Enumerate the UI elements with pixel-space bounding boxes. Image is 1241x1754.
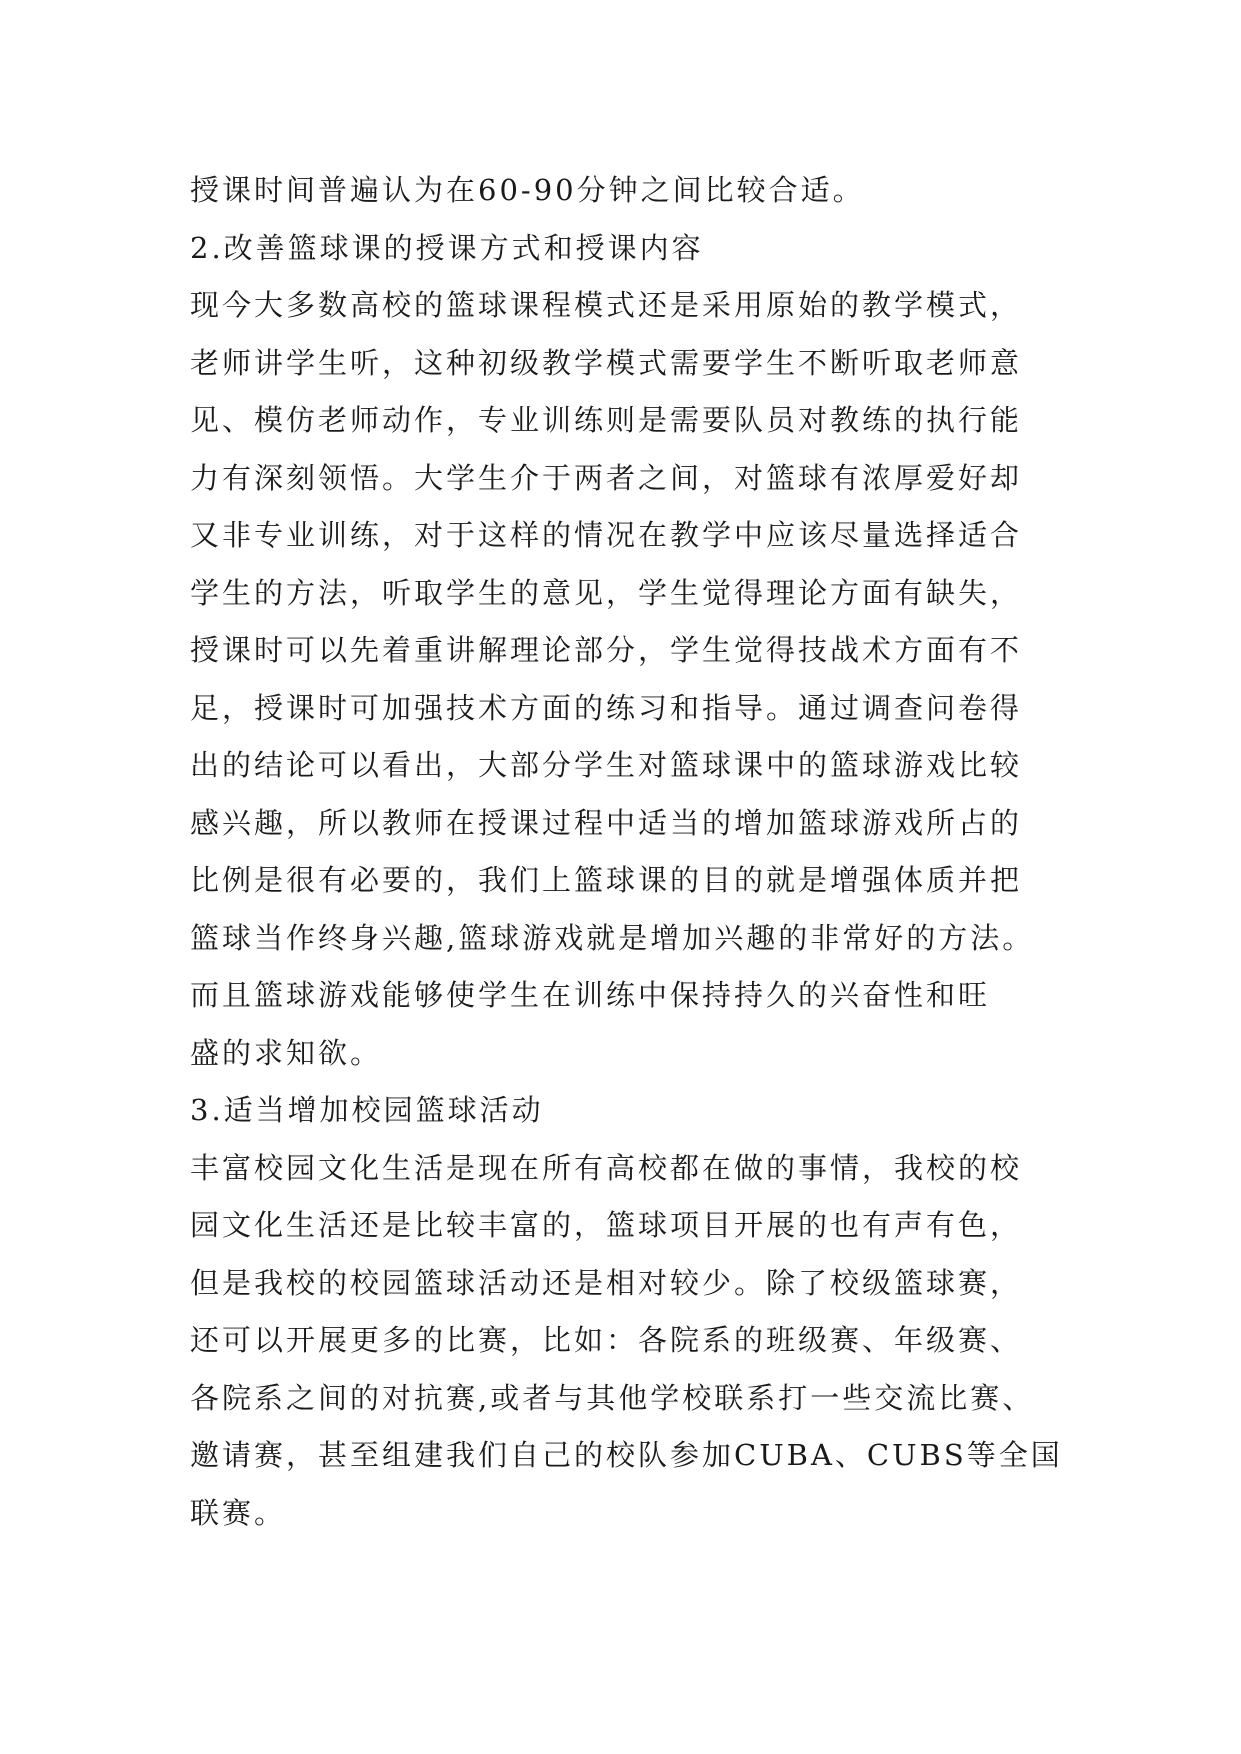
section-heading: 3.适当增加校园篮球活动 (190, 1093, 544, 1127)
section-heading: 2.改善篮球课的授课方式和授课内容 (190, 230, 704, 265)
paragraph-line: 还可以开展更多的比赛，比如：各院系的班级赛、年级赛、 (190, 1323, 1023, 1357)
paragraph-line: 又非专业训练，对于这样的情况在教学中应该尽量选择适合 (190, 518, 1023, 552)
document-body (190, 162, 1070, 1542)
paragraph-line: 学生的方法，听取学生的意见，学生觉得理论方面有缺失， (190, 575, 1023, 610)
paragraph-line: 比例是很有必要的，我们上篮球课的目的就是增强体质并把 (190, 863, 1023, 897)
paragraph-line: 老师讲学生听，这种初级教学模式需要学生不断听取老师意 (190, 345, 1023, 380)
paragraph-line: 丰富校园文化生活是现在所有高校都在做的事情，我校的校 (190, 1150, 1023, 1185)
paragraph-line: 联赛。 (190, 1495, 287, 1530)
paragraph-line: 授课时可以先着重讲解理论部分，学生觉得技战术方面有不 (190, 633, 1023, 667)
paragraph-line: 见、模仿老师动作，专业训练则是需要队员对教练的执行能 (190, 403, 1023, 437)
paragraph-line: 而且篮球游戏能够使学生在训练中保持持久的兴奋性和旺 (190, 978, 991, 1012)
paragraph-line: 园文化生活还是比较丰富的，篮球项目开展的也有声有色， (190, 1208, 1023, 1242)
paragraph-line: 足，授课时可加强技术方面的练习和指导。通过调查问卷得 (190, 690, 1023, 725)
paragraph-line: 感兴趣，所以教师在授课过程中适当的增加篮球游戏所占的 (190, 805, 1023, 840)
paragraph-line: 力有深刻领悟。大学生介于两者之间，对篮球有浓厚爱好却 (190, 460, 1023, 495)
paragraph-line: 篮球当作终身兴趣,篮球游戏就是增加兴趣的非常好的方法。 (190, 920, 1035, 955)
paragraph-line: 盛的求知欲。 (190, 1035, 383, 1070)
paragraph-line: 邀请赛，甚至组建我们自己的校队参加CUBA、CUBS等全国 (190, 1438, 1063, 1472)
paragraph-line: 授课时间普遍认为在60-90分钟之间比较合适。 (190, 173, 865, 207)
paragraph-line: 各院系之间的对抗赛,或者与其他学校联系打一些交流比赛、 (190, 1380, 1035, 1415)
paragraph-line: 但是我校的校园篮球活动还是相对较少。除了校级篮球赛， (190, 1265, 1023, 1300)
paragraph-line: 现今大多数高校的篮球课程模式还是采用原始的教学模式， (190, 288, 1023, 322)
paragraph-line: 出的结论可以看出，大部分学生对篮球课中的篮球游戏比较 (190, 748, 1023, 782)
